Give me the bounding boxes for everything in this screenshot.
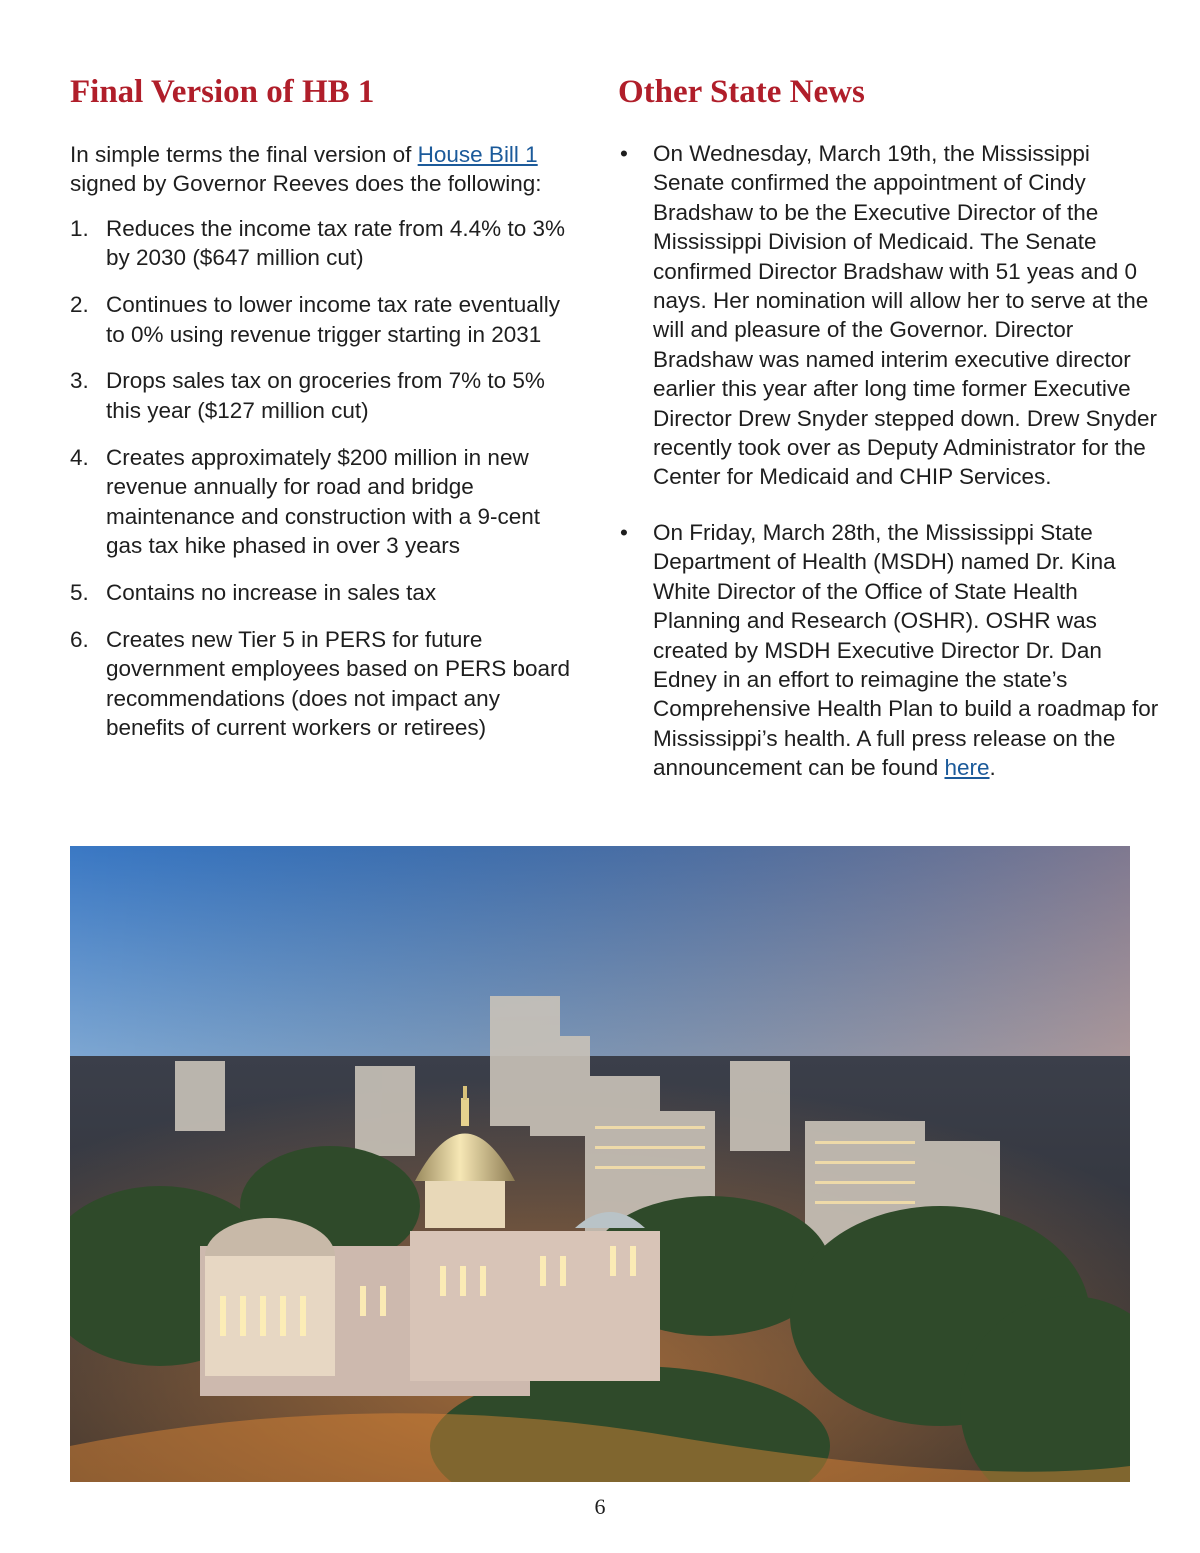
- news-item-text-end: .: [989, 755, 996, 781]
- list-number: 6.: [70, 626, 89, 652]
- state-news-list: [618, 139, 1166, 783]
- list-item: [70, 366, 580, 425]
- news-item-text: On Friday, March 28th, the Mississippi State Department of Health (MSDH) named Dr. Kina White Director of the Office of State Health Planning and Research (OSHR). OSHR was created by MSDH Executive Director Dr. Dan Edney in an effort to reimagine the state’s Comprehensive Health Plan to build a roadmap for Mississippi’s health. A full press release on the announcement can be found: [653, 519, 1159, 781]
- list-number: 2.: [70, 292, 89, 318]
- list-item: [70, 578, 580, 607]
- hb1-points-list: [70, 214, 580, 743]
- right-column: [618, 70, 1166, 809]
- hb1-heading: Final Version of HB 1: [70, 74, 375, 110]
- state-news-heading: Other State News: [618, 74, 865, 110]
- list-item-text: Contains no increase in sales tax: [106, 579, 437, 605]
- capitol-skyline-photo: [70, 846, 1130, 1482]
- house-bill-1-link[interactable]: House Bill 1: [417, 142, 538, 167]
- list-item-text: Continues to lower income tax rate eventually to 0% using revenue trigger starting in 2031: [106, 292, 560, 347]
- hb1-intro-text: In simple terms the final version of: [70, 142, 418, 167]
- list-number: 1.: [70, 215, 89, 241]
- page-number: 6: [594, 1494, 606, 1519]
- list-item-text: Drops sales tax on groceries from 7% to 5% this year ($127 million cut): [106, 368, 545, 423]
- list-item: [70, 214, 580, 273]
- left-column: [70, 70, 580, 760]
- list-item-text: Reduces the income tax rate from 4.4% to 3% by 2030 ($647 million cut): [106, 215, 565, 271]
- bullet-icon: •: [620, 519, 628, 545]
- list-item: [70, 290, 580, 349]
- news-item: [618, 139, 1166, 492]
- bullet-icon: •: [620, 141, 628, 166]
- list-item-text: Creates approximately $200 million in new revenue annually for road and bridge maintenance and construction with a 9-cent gas tax hike phased in over 3 years: [106, 444, 541, 558]
- list-number: 4.: [70, 444, 89, 470]
- press-release-link[interactable]: here: [944, 755, 990, 781]
- news-item-text: On Wednesday, March 19th, the Mississippi Senate confirmed the appointment of Cindy Bradshaw to be the Executive Director of the Mississippi Division of Medicaid. The Senate confirmed Director Bradshaw with 51 yeas and 0 nays. Her nomination will allow her to serve at the will and pleasure of the Governor. Director Bradshaw was named interim executive director earlier this year after long time former Executive Director Drew Snyder stepped down. Drew Snyder recently took over as Deputy Administrator for the Center for Medicaid and CHIP Services.: [653, 141, 1157, 490]
- list-item: [70, 625, 580, 743]
- news-item: [618, 518, 1166, 783]
- hb1-intro-text-end: signed by Governor Reeves does the following:: [70, 171, 542, 197]
- list-number: 3.: [70, 368, 89, 394]
- list-item-text: Creates new Tier 5 in PERS for future government employees based on PERS board recommendations (does not impact any benefits of current workers or retirees): [106, 626, 571, 740]
- list-number: 5.: [70, 579, 89, 605]
- hb1-intro: [70, 140, 580, 199]
- list-item: [70, 443, 580, 561]
